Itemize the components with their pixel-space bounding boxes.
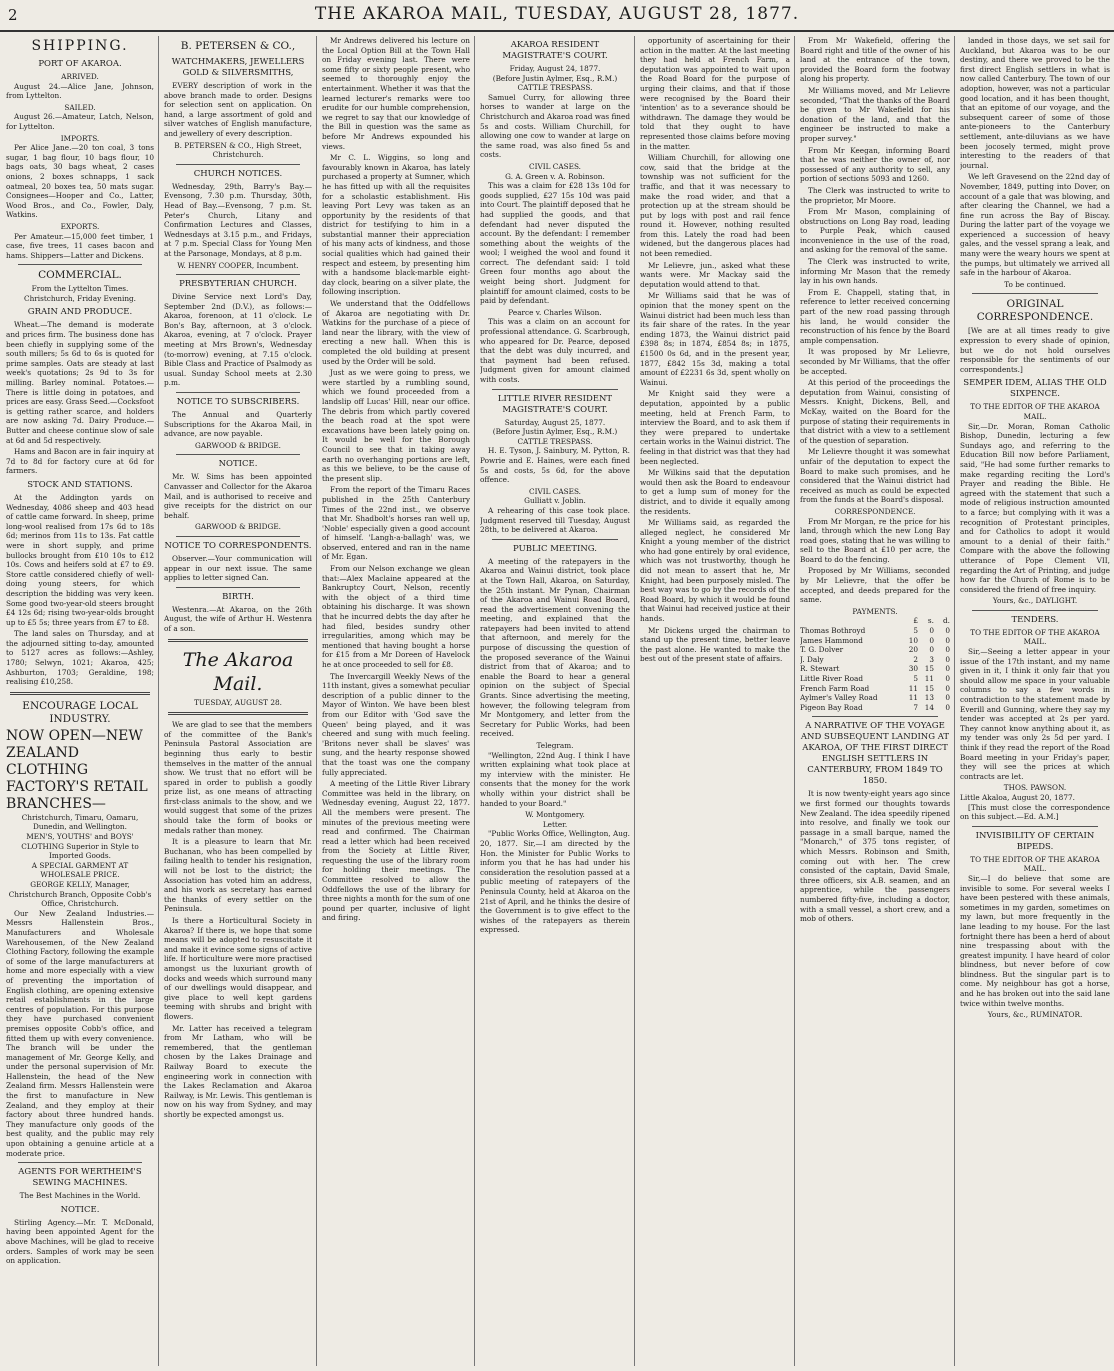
correspondence-label: CORRESPONDENCE. <box>834 506 916 516</box>
divider <box>972 293 1098 294</box>
tenders-addressee: TO THE EDITOR OF THE AKAROA MAIL. <box>970 627 1100 647</box>
divider <box>10 692 150 695</box>
imports-text: Per Alice Jane.—20 ton coal, 3 tons sugar, 1 bag flour, 10 bags flour, 10 bags oats, 30 bags wheat, 2 cases onions, 2 boxes schnapps, 1 sack oatmeal, 20 boxes tea, 50 mats sugar. Consignees—Hooper and Co., Latter, Wood Bros., and Co., Fowler, Daly, Watkins. <box>6 143 154 220</box>
petersen-heading: B. PETERSEN & CO., <box>180 40 296 52</box>
meeting-paragraph: Mr Williams said, as regarded the alleged neglect, he considered Mr Knight a young member of the district who had gone entirely by oral evidence, which was not trustworthy, though he did not mean to assert that he, Mr Knight, had been purposely misled. The best way was to go by the records of the Road Board, by which it would be found that Wainui had received justice at their hands. <box>640 518 790 624</box>
divider <box>176 454 300 455</box>
notice-heading: NOTICE. <box>218 459 258 470</box>
petersen-signature: B. PETERSEN & CO., High Street, Christchurch. <box>174 140 302 160</box>
leader-paragraph: We are glad to see that the members of the committee of the Bank's Peninsula Pastoral Association are beginning thus early to bestir themselves in the matter of the annual show. We trust that no effort will be spared in order to publish a goodly prize list, as one means of attracting first-class animals to the show, and we would suggest that some of the prizes should take the form of books or medals rather than money. <box>164 720 312 835</box>
civil-case-title: G. A. Green v. A. Robinson. <box>505 171 605 181</box>
presbyterian-text: Divine Service next Lord's Day, September 2nd (D.V.), as follows:—Akaroa, forenoon, at 11 o'clock. Le Bon's Bay, afternoon, at 3 o'clock. Akaroa, evening, at 7 o'clock. Prayer meeting at Mrs Brown's, Wednesday (to-morrow) evening, at 7.15 o'clock. Bible Class and Practice of Psalmody as usual. Sunday School meets at 2.30 p.m. <box>164 292 312 388</box>
court-date: Friday, August 24, 1877. <box>509 64 601 73</box>
column-6 <box>800 36 950 1366</box>
correspondence-text: Proposed by Mr Williams, seconded by Mr Lelievre, that the offer be accepted, and deeds prepared for the same. <box>800 566 950 605</box>
divider <box>176 164 300 165</box>
lr-civil-heading: CIVIL CASES. <box>528 486 582 496</box>
original-correspondence-heading: ORIGINAL CORRESPONDENCE. <box>976 298 1094 324</box>
invisibility-text: Sir,—I do believe that some are invisible to some. For several weeks I have been pestered with these animals, sometimes in my garden, sometimes on my lawn, but more frequently in the lane leading to my house. For the last fortnight there has been a herd of about nine trespassing about with the greatest impunity. I have heard of color blindness, but never before of cow blindness. But the singular part is to come. My neighbour has got a horse, and he has broken out into the said lane twice within twelve months. <box>960 873 1110 1008</box>
invisibility-addressee: TO THE EDITOR OF THE AKAROA MAIL. <box>970 854 1100 874</box>
payment-amount: 3 <box>929 654 934 664</box>
payment-amount: 11 <box>908 683 918 693</box>
exports-text: Per Amateur.—15,000 feet timber, 1 case, five trees, 11 cases bacon and hams. Shippers—Latter and Dickens. <box>6 231 154 260</box>
news-paragraph: A meeting of the Little River Library Committee was held in the library, on Wednesday evening, August 22, 1877. All the members were present. The minutes of the previous meeting were read and confirmed. The Chairman read a letter which had been received from the Society at Little River, requesting the use of the library room for holding their meetings. The Committee resolved to allow the Oddfellows the use of the library for three nights a month for the sum of one pound per quarter, inclusive of light and firing. <box>322 779 470 923</box>
telegram-signature: W. Montgomery. <box>525 810 585 820</box>
invisibility-heading: INVISIBILITY OF CERTAIN BIPEDS. <box>975 830 1095 852</box>
narrative-paragraph: landed in those days, we set sail for Auckland, but Akaroa was to be our destiny, and there we proved to be the first direct English settlers in what is now called Canterbury. The town of our adoption, however, was not a particular good location, and it has been thought, that an epitome of our voyage, and the subsequent career of some of those ante-pioneers to the Canterbury settlement, ante-diluvians as we have been jocosely termed, might prove interesting to the readers of that journal. <box>960 36 1110 170</box>
meeting-paragraph: William Churchill, for allowing one cow, said that the bridge at the township was not sufficient for the traffic, and that it was necessary to make the road wider, and that a protection up at the stream should be put by logs with post and rail fence round it. However, nothing resulted from this. Lately the road had been widened, but the dangerous places had not been remedied. <box>640 153 790 259</box>
column-1 <box>6 36 154 1366</box>
board-paragraph: From Mr Mason, complaining of obstructions on Long Bay road, leading to Purple Peak, which caused inconvenience in the use of the road, and asking for the removal of the same. <box>800 207 950 255</box>
column-7 <box>960 36 1110 1366</box>
to-be-continued: To be continued. <box>1004 279 1066 289</box>
shipping-heading: SHIPPING. <box>31 38 129 54</box>
payments-heading: PAYMENTS. <box>852 606 898 616</box>
lr-civil-case-text: A rehearing of this case took place. Judgment reserved till Tuesday, August 28th, to be delivered at Akaroa. <box>480 505 630 535</box>
board-paragraph: At this period of the proceedings the deputation from Wainui, consisting of Messrs. Knight, Dickens, Bell, and McKay, waited on the Board for the purpose of stating their requirements in that district with a view to a settlement of the question of separation. <box>800 378 950 445</box>
petersen-subheading: WATCHMAKERS, JEWELLERS GOLD & SILVERSMITHS, <box>171 57 305 78</box>
cattle-heading: CATTLE TRESPASS. <box>517 83 593 93</box>
tenders-signature: THOS. PAWSON. <box>1003 783 1067 793</box>
narrative-text: It is now twenty-eight years ago since we first formed our thoughts towards New Zealand. The idea speedily ripened into resolve, and finally we took our passage in a small barque, named the "Monarch," of 375 tons register, of which Messrs. Robinson and Smith, coming out with her. The crew consisted of the captain, David Smale, three officers, six A.B. seamen, and an apprentice, while the passengers numbered fifty-five, including a doctor, with a small vessel, a short crew, and a mob of others. <box>800 789 950 924</box>
letter-text: "Public Works Office, Wellington, Aug. 20, 1877. Sir,—I am directed by the Hon. the Minister for Public Works to inform you that he has had under his consideration the resolution passed at a public meeting of ratepayers of the Peninsula County, held at Akaroa on the 21st of April, and he thinks the desire of the Government is to give effect to the wishes of the ratepayers as therein expressed. <box>480 829 630 935</box>
payment-amount: 30 <box>908 664 918 674</box>
payment-payee: Pigeon Bay Road <box>800 702 863 712</box>
sixpence-heading: SEMPER IDEM, ALIAS THE OLD SIXPENCE. <box>963 378 1107 400</box>
payment-amount: 14 <box>924 702 934 712</box>
arrived-text: August 24.—Alice Jane, Johnson, from Lyttelton. <box>6 81 154 101</box>
pence-header: d. <box>943 616 950 626</box>
exports-label: EXPORTS. <box>60 221 100 231</box>
column-3 <box>322 36 470 1366</box>
subscribers-heading: NOTICE TO SUBSCRIBERS. <box>176 397 300 408</box>
payment-amount: 2 <box>913 654 918 664</box>
payment-amount: 11 <box>908 693 918 703</box>
notice-text: Mr. W. Sims has been appointed Canvasser and Collector for the Akaroa Mail, and is authorised to receive and give receipts for the district on our behalf. <box>164 472 312 520</box>
payment-payee: R. Stewart <box>800 664 840 674</box>
church-text: Wednesday, 29th, Barry's Bay.—Evensong, 7.30 p.m. Thursday, 30th, Head of Bay.—Evensong, 7 p.m. St. Peter's Church, Litany and Confirmation Lectures and Classes, Wednesdays at 3.15 p.m., and Fridays, at 7 p.m. Special Class for Young Men at the Parsonage, Mondays, at 8 p.m. <box>164 181 312 258</box>
payment-payee: T. G. Dolver <box>800 645 844 655</box>
tenders-heading: TENDERS. <box>1011 614 1059 625</box>
editor-note: [This must close the correspondence on this subject.—Ed. A.M.] <box>960 802 1110 822</box>
column-4 <box>480 36 630 1366</box>
civil-case-text: This was a claim on an account for professional attendance. G. Scarbrough, who appeared for Dr. Pearce, deposed that the debt was duly incurred, and that payment had been refused. Judgment given for amount claimed with costs. <box>480 317 630 384</box>
payment-amount: 0 <box>945 702 950 712</box>
divider <box>812 716 938 717</box>
pounds-header: £ <box>913 616 918 626</box>
payment-amount: 15 <box>924 664 934 674</box>
board-paragraph: From E. Chappell, stating that, in reference to letter received concerning part of the new road passing through his land, he would consider the reconstruction of his fence by the Board ample compensation. <box>800 287 950 345</box>
subscribers-signature: GARWOOD & BRIDGE. <box>195 440 281 450</box>
payment-row <box>800 645 950 655</box>
little-river-court-bench: (Before Justin Aylmer, Esq., R.M.) <box>492 427 618 437</box>
payment-row <box>800 674 950 684</box>
divider <box>168 712 308 715</box>
notice-text: Stirling Agency.—Mr. T. McDonald, having been appointed Agent for the above Machines, will be glad to receive orders. Samples of work may be seen on application. <box>6 1217 154 1266</box>
correspondents-heading: NOTICE TO CORRESPONDENTS. <box>164 540 312 551</box>
news-paragraph: From the report of the Timaru Races published in the 25th Canterbury Times of the 22nd inst., we observe that Mr. Shadbolt's horses ran well up, 'Noble' especially given a good account of himself. 'Langh-a-ballagh' was, we observed, entered and ran in the name of Mr. Egan. <box>322 485 470 562</box>
hams-text: Hams and Bacon are in fair inquiry at 7d to 8d for factory cure at 6d for farmers. <box>6 447 154 476</box>
board-paragraph: From Mr Keegan, informing Board that he was neither the owner of, nor possessed of any authority to sell, any portion of sections 5093 and 1260. <box>800 145 950 184</box>
meeting-paragraph: opportunity of ascertaining for their action in the matter. At the last meeting they had held at French Farm, a deputation was appointed to wait upon the Road Board for the purpose of urging their claims, and that if those were recognised by the Board their 'intention' as to a severance should be withdrawn. The damage they would be told that they ought to have represented those claims before moving in the matter. <box>640 36 790 151</box>
column-rule <box>954 36 955 1366</box>
land-text: The land sales on Thursday, and at the adjourned sitting to-day, amounted to 5127 acres as follows:—Ashley, 1780; Selwyn, 1021; Akaroa, 425; Ashburton, 1703; Geraldine, 198; realising £10,258. <box>6 629 154 687</box>
payment-amount: 0 <box>945 654 950 664</box>
divider <box>492 539 618 540</box>
payment-row <box>800 693 950 703</box>
lr-civil-case-title: Gulliatt v. Joblin. <box>524 496 586 506</box>
column-rule <box>158 36 159 1366</box>
now-open-text: NOW OPEN—NEW ZEALAND CLOTHING FACTORY'S RETAIL BRANCHES— <box>6 727 148 812</box>
birth-text: Westenra.—At Akaroa, on the 26th August, the wife of Arthur H. Westenra of a son. <box>164 604 312 633</box>
leader-paragraph: Mr. Latter has received a telegram from Mr Latham, who will be remembered, that the gentleman chosen by the Lakes Drainage and Railway Board to execute the engineering work in connection with the Lakes Reclamation and Akaroa Railway, is Mr. Lewis. This gentleman is now on his way from Sydney, and may shortly be expected amongst us. <box>164 1023 312 1119</box>
divider <box>168 639 308 642</box>
sixpence-signature: Yours, &c., DAYLIGHT. <box>992 596 1078 606</box>
meeting-paragraph: Mr Williams said that he was of opinion that the money spent on the Wainui district had been much less than its fair share of the rates. In the year ending 1873, the Wainui district paid £398 8s; in 1874, £854 8s; in 1875, £1500 0s 6d, and in the present year, 1877, £842 15s 3d, making a total amount of £2231 6s 3d, spent wholly on Wainui. <box>640 291 790 387</box>
payment-amount: 5 <box>913 626 918 636</box>
payment-amount: 15 <box>924 683 934 693</box>
meeting-paragraph: Mr Lelievre, jun., asked what these wants were. Mr Mackay said the deputation would attend to that. <box>640 260 790 289</box>
telegram-text: "Wellington, 22nd Aug. I think I have written explaining what took place at my interview with the minister. He consents that the money for the work wholly within your district shall be handed to your Board." <box>480 750 630 808</box>
news-paragraph: Mr C. L. Wiggins, so long and favourably known in Akaroa, has lately purchased a property at Sumner, which he has fitted up with all the requisites for a scholastic establishment. His leaving Port Levy was taken as an opportunity by the residents of that district for testifying to him in a substantial manner their appreciation of his many acts of kindness, and those social qualities which had gained their respect and esteem, by presenting him with a handsome black-marble eight-day clock, bearing on a silver plate, the following inscription. <box>322 153 470 297</box>
tenders-text: Sir,—Seeing a letter appear in your issue of the 17th instant, and my name given in it, I think it only fair that you should allow me space in your valuable columns to say a few words in contradiction to the statement made by Everill and Gunning, where they say my tender was accepted at 2s per yard. They cannot know anything about it, as my tender was only 2s 5d per yard. I think if they read the report of the Road Board meeting in your Friday's paper, they will see the prices at which contracts are let. <box>960 647 1110 781</box>
column-rule <box>316 36 317 1366</box>
court-heading: AKAROA RESIDENT MAGISTRATE'S COURT. <box>502 40 608 61</box>
divider <box>18 264 142 265</box>
news-paragraph: We understand that the Oddfellows of Akaroa are negotiating with Dr. Watkins for the purchase of a piece of land near the library, with the view of erecting a new hall. When this is completed the old building at present used by the Order will be sold. <box>322 299 470 366</box>
payment-payee: James Hammond <box>800 635 863 645</box>
grain-heading: GRAIN AND PRODUCE. <box>27 307 133 318</box>
meeting-paragraph: Mr Knight said they were a deputation, appointed by a public meeting, held at French Farm, to interview the Board, and to ask them if they were prepared to undertake certain works in the Wainui district. The feeling in that district was that they had been neglected. <box>640 389 790 466</box>
news-paragraph: Just as we were going to press, we were startled by a rumbling sound, which we found proceeded from a landslip off Lucas' Hill, near our office. The debris from which partly covered the beach road at the spot were excavations have been lately going on. It would be well for the Borough Council to see that in taking away earth no overhanging portions are left, as this we believe, to be the cause of the present slip. <box>322 368 470 483</box>
notice-signature: GARWOOD & BRIDGE. <box>195 522 281 532</box>
news-paragraph: From our Nelson exchange we glean that:—Alex Maclaine appeared at the Bankruptcy Court, Nelson, recently with the object of a third time obtaining his discharge. It was shown that he incurred debts the day after he had filed, besides sundry other irregularities, among which may be mentioned that having bought a horse for £15 from a Mr Doreen of Havelock he at once proceeded to sell for £8. <box>322 564 470 669</box>
payment-payee: J. Daly <box>800 654 824 664</box>
payment-amount: 20 <box>908 645 918 655</box>
kelly-signature: GEORGE KELLY, Manager, Christchurch Branch, Opposite Cobb's Office, Christchurch. <box>8 880 152 909</box>
stock-heading: STOCK AND STATIONS. <box>27 479 133 490</box>
payment-amount: 5 <box>913 674 918 683</box>
payment-row <box>800 655 950 665</box>
divider <box>176 587 300 588</box>
payment-amount: 0 <box>929 645 934 655</box>
payment-payee: Aylmer's Valley Road <box>800 693 878 703</box>
lr-cattle-heading: CATTLE TRESPASS. <box>517 436 593 446</box>
payment-amount: 10 <box>908 635 918 645</box>
board-paragraph: From Mr Wakefield, offering the Board right and title of the owner of his land at the entrance of the town, provided the Board form the footway along his property. <box>800 36 950 84</box>
payment-amount: 0 <box>945 664 950 674</box>
narrative-paragraph: We left Gravesend on the 22nd day of November, 1849, putting into Dover, on account of a gale that was blowing, and after clearing the Channel, we had a fine run across the Bay of Biscay. During the latter part of the voyage we experienced a succession of heavy gales, and the vessel sprang a leak, and many were the weary hours we spent at the pumps, but ultimately we arrived all safe in the harbour of Akaroa. <box>960 172 1110 278</box>
lr-cattle-text: H. E. Tyson, J. Sainbury, M. Pytton, R. Powrie and E. Haines, were each fined 5s and costs, 5s 6d, for the above offence. <box>480 446 630 485</box>
payment-amount: 0 <box>945 645 950 655</box>
payment-row <box>800 684 950 694</box>
imports-label: IMPORTS. <box>60 133 100 143</box>
encourage-heading: ENCOURAGE LOCAL INDUSTRY. <box>22 699 138 725</box>
column-2 <box>164 36 312 1366</box>
public-meeting-heading: PUBLIC MEETING. <box>513 543 597 554</box>
payment-amount: 11 <box>924 674 934 683</box>
divider <box>176 274 300 275</box>
civil-heading: CIVIL CASES. <box>528 161 582 171</box>
payment-amount: 0 <box>945 693 950 703</box>
column-rule <box>794 36 795 1366</box>
tenders-address: Little Akaloa, August 20, 1877. <box>960 792 1075 802</box>
column-rule <box>634 36 635 1366</box>
grain-text: Wheat.—The demand is moderate and prices firm. The business done has been chiefly in supplying some of the south millers; 5s 6d to 6s is quoted for prime samples. Oats are steady at last week's quotations; 2s 9d to 3s for milling. Barley nominal. Potatoes.—There is little doing in potatoes, and prices are easy. Grass Seed.—Cocksfoot is getting rather scarce, and holders are now asking 7d. Dairy Produce.—Butter and cheese continue slow of sale at 6d and 5d respectively. <box>6 320 154 445</box>
board-paragraph: It was proposed by Mr Lelievre, seconded by Mr Williams, that the offer be accepted. <box>800 347 950 376</box>
agents-subheading: The Best Machines in the World. <box>19 1191 141 1201</box>
board-paragraph: Mr Williams moved, and Mr Lelievre seconded, "That the thanks of the Board be given to Mr Wakefield for his donation of the land, and that the engineer be instructed to make a proper survey." <box>800 85 950 143</box>
sailed-text: August 26.—Amateur, Latch, Nelson, for Lyttelton. <box>6 112 154 131</box>
board-paragraph: The Clerk was instructed to write, informing Mr Mason that the remedy lay in his own hands. <box>800 257 950 286</box>
paper-nameplate: The Akaroa Mail. <box>182 648 294 695</box>
column-rule <box>474 36 475 1366</box>
sailed-label: SAILED. <box>64 102 96 112</box>
divider <box>18 1162 142 1163</box>
commercial-heading: COMMERCIAL. <box>38 269 122 282</box>
shillings-header: s. <box>927 616 934 626</box>
payment-row <box>800 703 950 713</box>
newspaper-title: THE AKAROA MAIL, TUESDAY, AUGUST 28, 1877. <box>314 4 800 24</box>
commercial-date: Christchurch, Friday Evening. <box>23 293 137 303</box>
payment-row <box>800 664 950 674</box>
court-bench: (Before Justin Aylmer, Esq., R.M.) <box>492 73 618 83</box>
payment-amount: 0 <box>929 626 934 636</box>
divider <box>492 389 618 390</box>
presbyterian-heading: PRESBYTERIAN CHURCH. <box>179 279 297 290</box>
payment-amount: 0 <box>945 674 950 683</box>
payment-row <box>800 626 950 636</box>
correspondence-text: From Mr Morgan, re the price for his land, through which the new Long Bay road goes, stating that he was willing to sell to the Board at £10 per acre, the Board to do the fencing. <box>800 516 950 564</box>
public-meeting-text: A meeting of the ratepayers in the Akaroa and Wainui district, took place at the Town Hall, Akaroa, on Saturday, the 25th instant. Mr Pynan, Chairman of the Akaroa and Wainui Road Board, read the advertisement convening the meeting, and explained that the ratepayers had been invited to attend that afternoon, and merely for the purpose of discussing the question of the proposed severance of the Wainui district from that of Akaroa; and to enable the Board to hear a general opinion on the subject of Special Grants. Since advertising the meeting, however, the following telegram from Mr Montgomery, and letter from the Secretary for Public Works, had been received. <box>480 556 630 739</box>
divider <box>176 536 300 537</box>
news-paragraph: The Invercargill Weekly News of the 11th instant, gives a somewhat peculiar description of a public dinner to the Mayor of Winton. We have been blest from our Editor with 'God save the Queen' being played, and it was cheered and sung with much feeling. 'Britons never shall be slaves' was sung, and the hearty response showed that the toast was one the company fully appreciated. <box>322 671 470 777</box>
special-garment-text: A SPECIAL GARMENT AT WHOLESALE PRICE. <box>31 860 129 880</box>
sixpence-text: Sir,—Dr. Moran, Roman Catholic Bishop, Dunedin, lecturing a few Sundays ago, and referring to the Education Bill now before Parliament, said, "He had some further remarks to make regarding reciting the Lord's Prayer and reading the Bible. He agreed with the statement that such a mode of religious instruction amounted to a farce; but complying with it was a recognition of Protestant principles, and for Catholics to adopt it would amount to a denial of their faith." Compare with the above the following utterance of Pope Clement VII, regarding the Art of Printing, and judge how far the Church of Rome is to be considered the friend of free inquiry. <box>960 421 1110 594</box>
payment-amount: 7 <box>913 702 918 712</box>
factory-text: Our New Zealand Industries.—Messrs Hallenstein Bros., Manufacturers and Wholesale Warehousemen, of the New Zealand Clothing Factory, following the example of some of the large manufacturers at home and more especially with a view of preventing the importation of English clothing, are opening extensive retail establishments in the large centres of population. For this purpose they have purchased convenient premises opposite Cobb's office, and fitted them up with every convenience. The branch will be under the management of Mr. George Kelly, and under the personal supervision of Mr. Hallenstein, the head of the New Zealand firm. Messrs Hallenstein were the first to manufacture in New Zealand, and they employ at their factory about three hundred hands. They manufacture only goods of the best quality, and the public may rely upon obtaining a genuine article at a moderate price. <box>6 908 154 1158</box>
little-river-court-heading: LITTLE RIVER RESIDENT MAGISTRATE'S COURT. <box>497 393 613 415</box>
masthead <box>0 0 1114 32</box>
birth-heading: BIRTH. <box>222 591 254 602</box>
church-heading: CHURCH NOTICES. <box>193 168 283 179</box>
news-paragraph: Mr Andrews delivered his lecture on the Local Option Bill at the Town Hall on Friday evening last. There were some fifty or sixty people present, who seemed to thoroughly enjoy the entertainment. Whether it was that the learned lecturer's remarks were too erudite for our humble comprehension, we regret to say that our knowledge of the Bill in question was the same as before Mr Andrews expounded his views. <box>322 36 470 151</box>
civil-case-text: This was a claim for £28 13s 10d for goods supplied, £27 15s 10d was paid into Court. The plaintiff deposed that he had supplied the goods, and that defendant had never disputed the account. By the defendant: I remember something about the weights of the wool; I weighed the wool and found it correct. The defendant said: I told Green four months ago about the weight being short. Judgment for plaintiff for amount claimed, costs to be paid by defendant. <box>480 181 630 306</box>
civil-case-title: Pearce v. Charles Wilson. <box>508 307 602 317</box>
divider <box>972 610 1098 611</box>
sixpence-addressee: TO THE EDITOR OF THE AKAROA MAIL. <box>970 402 1100 421</box>
leader-paragraph: Is there a Horticultural Society in Akaroa? If there is, we hope that some means will be adopted to resuscitate it and make it evince some signs of active life. If horticulture were more practised amongst us the luxuriant growth of docks and weeds which surround many of our dwellings would disappear, and give place to well kept gardens teeming with shrubs and bright with flowers. <box>164 916 312 1021</box>
branches-text: Christchurch, Timaru, Oamaru, Dunedin, and Wellington. <box>21 812 139 832</box>
column-5 <box>640 36 790 1366</box>
telegram-label: Telegram. <box>536 741 574 750</box>
payment-payee: Little River Road <box>800 674 863 683</box>
payment-payee: French Farm Road <box>800 683 870 693</box>
payment-amount: 0 <box>945 635 950 645</box>
payment-amount: 0 <box>945 683 950 693</box>
petersen-text: EVERY description of work in the above branch made to order. Designs for selection sent on application. On hand, a large assortment of gold and silver watches of English manufacture, and jewellery of every description. <box>164 81 312 138</box>
subscribers-text: The Annual and Quarterly Subscriptions for the Akaroa Mail, in advance, are now payable. <box>164 410 312 439</box>
clothing-text: MEN'S, YOUTHS' and BOYS' CLOTHING Superior in Style to Imported Goods. <box>21 832 139 861</box>
payments-table <box>800 616 950 712</box>
page-number: 2 <box>8 6 18 24</box>
meeting-paragraph: Mr Wilkins said that the deputation would then ask the Board to endeavour to get a lump sum of money for the district, and to divide it equally among the residents. <box>640 468 790 516</box>
commercial-source: From the Lyttelton Times. <box>31 284 129 294</box>
payment-amount: 0 <box>929 635 934 645</box>
board-paragraph: The Clerk was instructed to write to the proprietor, Mr Moore. <box>800 185 950 205</box>
payments-header-row <box>800 616 950 626</box>
leader-paragraph: It is a pleasure to learn that Mr. Buchanan, who has been compelled by failing health to tender his resignation, will not be lost to the district; the Association has voted him an address, and his work as secretary has earned the thanks of every settler on the Peninsula. <box>164 837 312 914</box>
arrived-label: ARRIVED. <box>61 72 99 81</box>
invisibility-signature: Yours, &c., RUMINATOR. <box>987 1010 1083 1020</box>
port-heading: PORT OF AKAROA. <box>38 59 122 69</box>
little-river-court-date: Saturday, August 25, 1877. <box>504 417 606 427</box>
agents-heading: AGENTS FOR WERTHEIM'S SEWING MACHINES. <box>18 1167 142 1189</box>
meeting-paragraph: Mr Dickens urged the chairman to stand up the present time, better leave the past alone. He wanted to make the best out of the present state of affairs. <box>640 625 790 664</box>
paper-date: TUESDAY, AUGUST 28. <box>194 697 282 707</box>
divider <box>972 826 1098 827</box>
notice-heading: NOTICE. <box>60 1204 100 1215</box>
payment-amount: 0 <box>945 626 950 636</box>
cattle-text: Samuel Curry, for allowing three horses to wander at large on the Christchurch and Akaroa road was fined 5s and costs. William Churchill, for allowing one cow to wander at large on the same road, was also fined 5s and costs. <box>480 92 630 160</box>
editor-disclaimer: [We are at all times ready to give expression to every shade of opinion, but we do not hold ourselves responsible for the sentiments of our correspondents.] <box>960 326 1110 374</box>
correspondents-text: Observer.—Your communication will appear in our next issue. The same applies to letter signed Can. <box>164 553 312 583</box>
narrative-heading: A NARRATIVE OF THE VOYAGE AND SUBSEQUENT LANDING AT AKAROA, OF THE FIRST DIRECT ENGLISH SETTLERS IN CANTERBURY, FROM 1849 TO 1850. <box>800 721 950 787</box>
letter-label: Letter. <box>542 819 568 829</box>
payment-payee: Thomas Bothroyd <box>800 626 866 636</box>
church-signature: W. HENRY COOPER, Incumbent. <box>177 260 299 270</box>
board-paragraph: Mr Lelievre thought it was somewhat unfair of the deputation to expect the Board to make such promises, and he considered that the Wainui district had received as much as could be expected from the funds at the Board's disposal. <box>800 447 950 505</box>
stock-text: At the Addington yards on Wednesday, 4086 sheep and 403 head of cattle came forward. In sheep, prime long-wool realised from 17s 6d to 18s 6d; merinos from 11s to 13s. Fat cattle were in short supply, and prime bullocks brought from £10 10s to £12 10s. Cows and heifers sold at £7 to £9. Store cattle considered chiefly of well-doing young steers, for which description the bidding was very keen. Some good two-year-old steers brought £4 12s 6d; rising two-year-olds brought up to £5 5s; three years from £7 to £8. <box>6 492 154 627</box>
divider <box>176 392 300 393</box>
payment-row <box>800 636 950 646</box>
payment-amount: 13 <box>924 693 934 703</box>
